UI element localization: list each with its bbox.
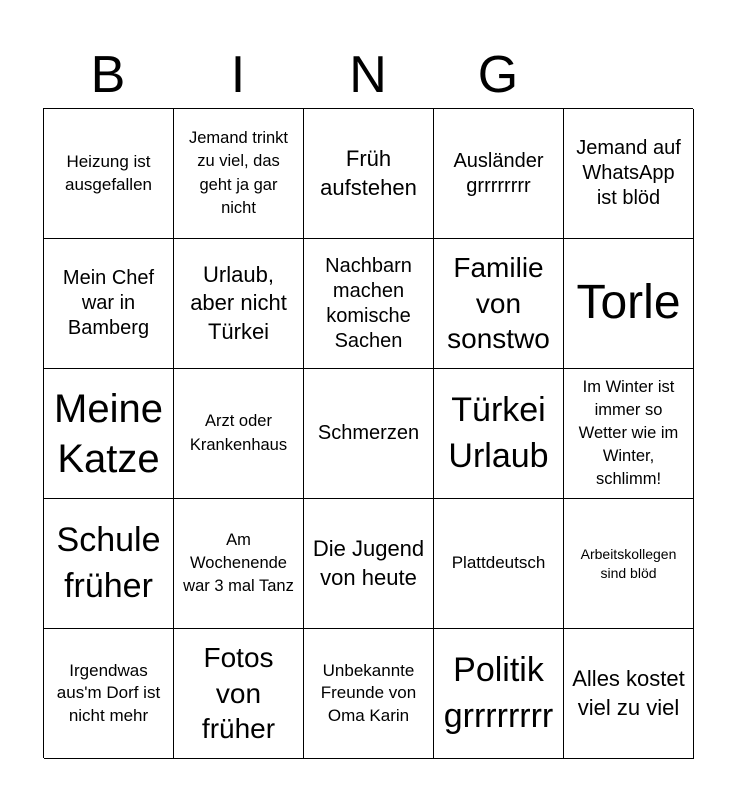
header-letter-g: G bbox=[477, 46, 519, 104]
bingo-cell-text: Heizung ist ausgefallen bbox=[65, 152, 152, 194]
bingo-cell-text: Alles kostet viel zu viel bbox=[572, 665, 685, 720]
bingo-cell[interactable] bbox=[434, 239, 564, 369]
bingo-header bbox=[43, 44, 693, 106]
bingo-cell-text: Früh aufstehen bbox=[320, 145, 417, 200]
bingo-cell[interactable] bbox=[434, 369, 564, 499]
header-letter-n: N bbox=[349, 46, 387, 104]
bingo-cell[interactable] bbox=[304, 109, 434, 239]
bingo-cell[interactable] bbox=[44, 109, 174, 239]
bingo-cell[interactable] bbox=[564, 629, 694, 759]
bingo-cell[interactable] bbox=[174, 239, 304, 369]
bingo-cell[interactable] bbox=[564, 499, 694, 629]
bingo-cell-text: Türkei Urlaub bbox=[448, 390, 549, 475]
bingo-cell-text: Plattdeutsch bbox=[451, 553, 546, 573]
bingo-cell-text: Arzt oder Krankenhaus bbox=[189, 412, 288, 454]
bingo-cell-text: Familie von sonstwo bbox=[447, 251, 550, 355]
bingo-cell-text: Urlaub, aber nicht Türkei bbox=[190, 261, 287, 344]
bingo-cell[interactable] bbox=[44, 369, 174, 499]
bingo-cell[interactable] bbox=[44, 629, 174, 759]
bingo-cell[interactable] bbox=[174, 629, 304, 759]
bingo-cell[interactable] bbox=[434, 499, 564, 629]
bingo-cell[interactable] bbox=[434, 629, 564, 759]
bingo-cell[interactable] bbox=[564, 239, 694, 369]
bingo-cell-text: Schmerzen bbox=[317, 422, 420, 444]
bingo-cell[interactable] bbox=[564, 369, 694, 499]
bingo-cell-text: Torle bbox=[576, 276, 681, 330]
bingo-cell[interactable] bbox=[174, 369, 304, 499]
bingo-cell-text: Arbeitskollegen sind blöd bbox=[580, 546, 677, 581]
bingo-cell[interactable] bbox=[44, 239, 174, 369]
header-letter-i: I bbox=[230, 46, 246, 104]
bingo-cell[interactable] bbox=[434, 109, 564, 239]
bingo-cell[interactable] bbox=[304, 239, 434, 369]
bingo-cell[interactable] bbox=[174, 109, 304, 239]
bingo-cell-text: Am Wochenende war 3 mal Tanz bbox=[183, 530, 294, 596]
bingo-cell-text: Fotos von früher bbox=[201, 641, 276, 745]
bingo-cell-text: Mein Chef war in Bamberg bbox=[62, 267, 155, 339]
header-letter-o bbox=[563, 44, 693, 106]
bingo-cell-text: Schule früher bbox=[56, 520, 161, 605]
bingo-cell-text: Irgendwas aus'm Dorf ist nicht mehr bbox=[56, 660, 161, 725]
bingo-cell-text: Jemand trinkt zu viel, das geht ja gar nicht bbox=[188, 129, 289, 217]
bingo-cell-text: Jemand auf WhatsApp ist blöd bbox=[576, 137, 681, 209]
bingo-cell-text: Die Jugend von heute bbox=[312, 535, 425, 590]
bingo-cell[interactable] bbox=[304, 369, 434, 499]
bingo-cell-text: Nachbarn machen komische Sachen bbox=[325, 254, 412, 352]
bingo-cell[interactable] bbox=[44, 499, 174, 629]
bingo-cell-text: Unbekannte Freunde von Oma Karin bbox=[320, 660, 417, 725]
bingo-cell[interactable] bbox=[304, 629, 434, 759]
bingo-cell-text: Im Winter ist immer so Wetter wie im Winter, schlimm! bbox=[578, 377, 679, 489]
bingo-cell-text: Meine Katze bbox=[54, 386, 163, 481]
header-letter-b: B bbox=[90, 46, 126, 104]
bingo-cell[interactable] bbox=[174, 499, 304, 629]
bingo-board bbox=[43, 108, 693, 758]
bingo-cell[interactable] bbox=[304, 499, 434, 629]
bingo-cell-text: Politik grrrrrrrr bbox=[443, 650, 554, 735]
bingo-cell[interactable] bbox=[564, 109, 694, 239]
bingo-cell-text: Ausländer grrrrrrrr bbox=[453, 149, 544, 197]
